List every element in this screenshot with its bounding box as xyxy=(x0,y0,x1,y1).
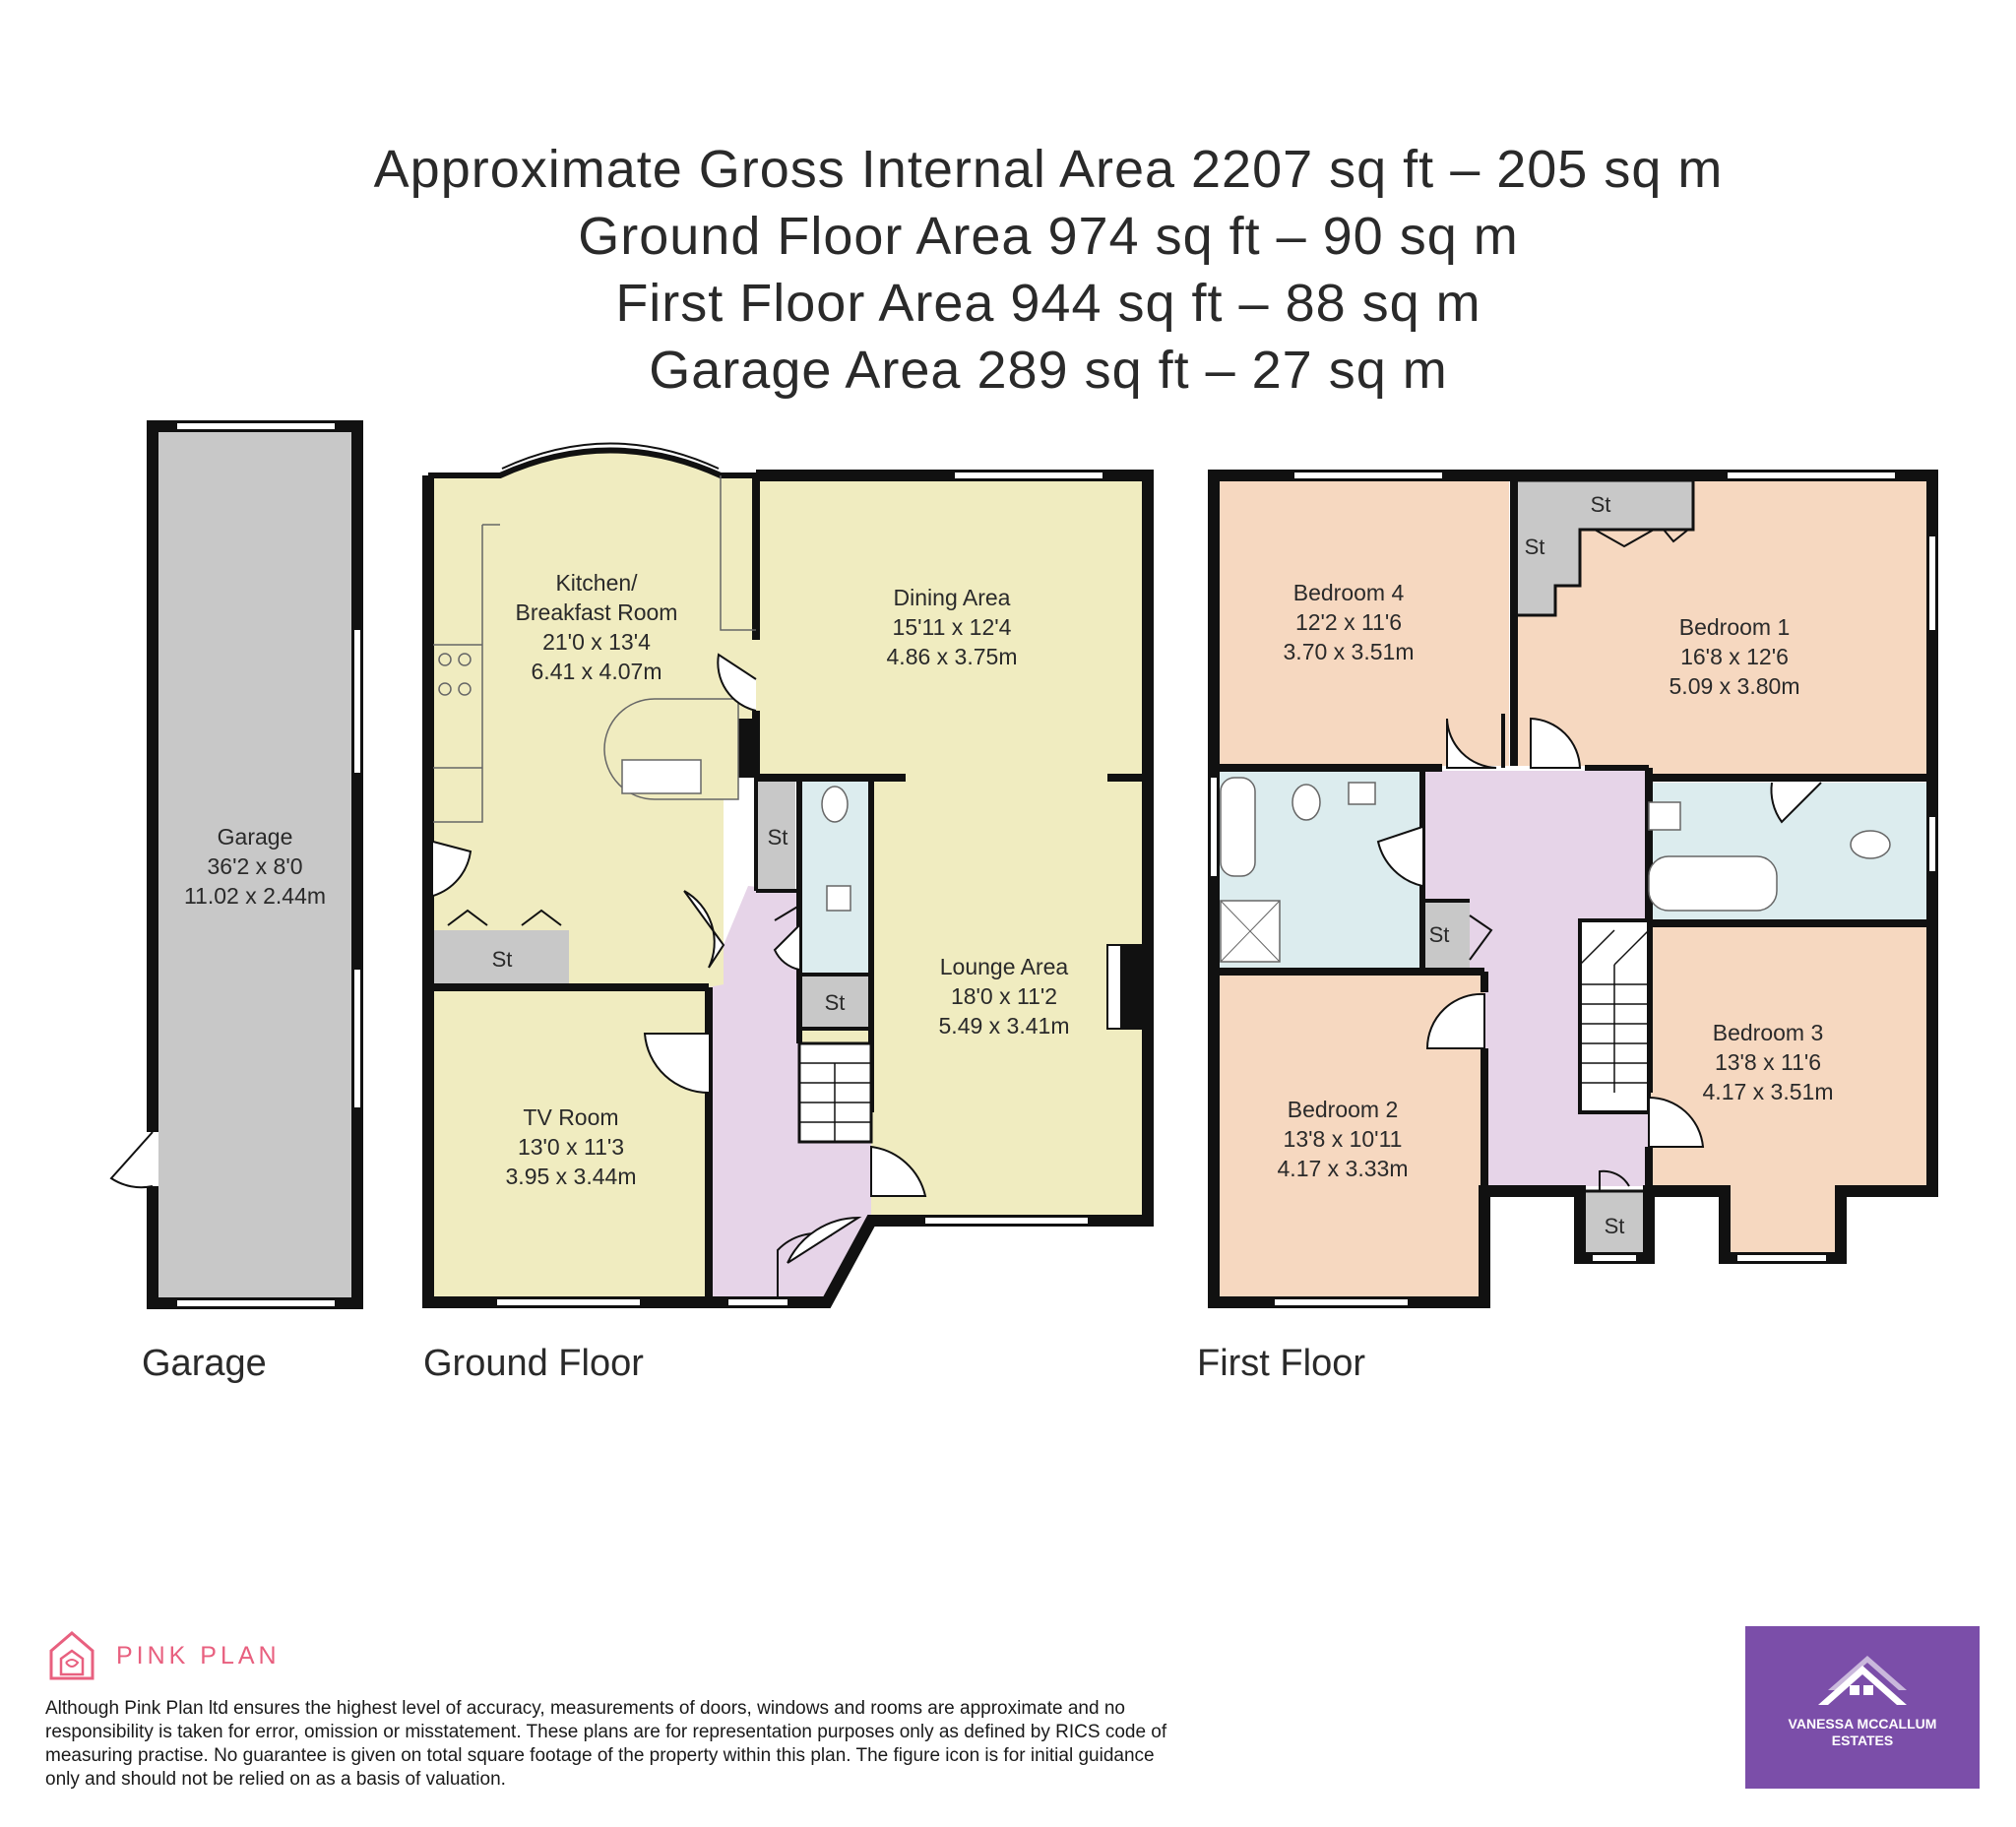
storage-label: St xyxy=(1524,535,1545,559)
garage-size-ft: 36'2 x 8'0 xyxy=(207,853,303,879)
kitchen-size-ft: 21'0 x 13'4 xyxy=(542,629,651,655)
bedroom-4-name: Bedroom 4 xyxy=(1292,580,1405,605)
bedroom-1-size-m: 5.09 x 3.80m xyxy=(1669,673,1800,699)
garage-size-m: 11.02 x 2.44m xyxy=(183,883,327,909)
bath-icon-2 xyxy=(1649,856,1777,911)
bedroom-2-size-m: 4.17 x 3.33m xyxy=(1277,1156,1409,1181)
bedroom-3-size-m: 4.17 x 3.51m xyxy=(1702,1079,1834,1104)
ground-floor-label: Ground Floor xyxy=(423,1343,644,1384)
dining-size-ft: 15'11 x 12'4 xyxy=(892,614,1012,640)
storage-label: St xyxy=(1604,1214,1625,1238)
gross-area: Approximate Gross Internal Area 2207 sq ft – 205 sq m xyxy=(373,140,1724,199)
garage-side-door xyxy=(111,1132,153,1187)
storage-label: St xyxy=(1590,492,1611,517)
bath-icon xyxy=(1221,778,1255,876)
bedroom-3-size-ft: 13'8 x 11'6 xyxy=(1714,1049,1822,1075)
bedroom-4-size-ft: 12'2 x 11'6 xyxy=(1294,609,1403,635)
garage-plan xyxy=(111,426,357,1303)
disclaimer-text: Although Pink Plan ltd ensures the highest level of accuracy, measurements of doors, windows and rooms are approximate and no responsibility is taken for error, omission or misstatement. These plans are for representation purposes only as defined by RICS code of measuring practise. No guarantee is given on total square footage of the property within this plan. The figure icon is for initial guidance only and should not be relied on as a basis of valuation. xyxy=(45,1698,1167,1790)
storage-label: St xyxy=(824,990,846,1015)
garage-area: Garage Area 289 sq ft – 27 sq m xyxy=(649,341,1448,400)
bedroom-1-size-ft: 16'8 x 12'6 xyxy=(1680,644,1789,669)
pink-plan-brand xyxy=(47,1629,281,1682)
dining-name: Dining Area xyxy=(893,585,1011,610)
bedroom-3-name: Bedroom 3 xyxy=(1712,1020,1824,1045)
storage-label: St xyxy=(767,825,788,850)
first-floor-plan xyxy=(1214,475,1932,1302)
sink-icon xyxy=(622,760,701,793)
agent-name-line-1: VANESSA MCCALLUM xyxy=(1788,1716,1937,1732)
kitchen-name-2: Breakfast Room xyxy=(515,599,678,625)
bedroom-1-name: Bedroom 1 xyxy=(1678,614,1791,640)
lounge-name: Lounge Area xyxy=(939,954,1069,979)
tv-room-name: TV Room xyxy=(523,1104,619,1130)
agent-logo xyxy=(1745,1626,1980,1789)
storage-label: St xyxy=(1428,922,1450,947)
lounge-size-ft: 18'0 x 11'2 xyxy=(950,983,1058,1009)
ground-floor-plan xyxy=(428,444,1148,1305)
bedroom-2-name: Bedroom 2 xyxy=(1287,1097,1399,1122)
garage-floor-label: Garage xyxy=(142,1343,267,1384)
dining-size-m: 4.86 x 3.75m xyxy=(886,644,1018,669)
kitchen-name-1: Kitchen/ xyxy=(555,570,638,596)
tv-room-size-m: 3.95 x 3.44m xyxy=(505,1164,637,1189)
agent-name xyxy=(1745,1716,1980,1749)
garage-name: Garage xyxy=(217,824,293,850)
agent-name-line-2: ESTATES xyxy=(1831,1732,1894,1748)
ground-floor-area: Ground Floor Area 974 sq ft – 90 sq m xyxy=(578,207,1519,266)
bedroom-4-size-m: 3.70 x 3.51m xyxy=(1283,639,1415,664)
storage-label: St xyxy=(491,947,513,972)
bedroom-2-size-ft: 13'8 x 10'11 xyxy=(1283,1126,1403,1152)
house-heart-icon xyxy=(47,1629,96,1682)
first-floor-label: First Floor xyxy=(1197,1343,1365,1384)
roof-icon xyxy=(1745,1626,1980,1715)
tv-room-size-ft: 13'0 x 11'3 xyxy=(517,1134,625,1160)
first-floor-area: First Floor Area 944 sq ft – 88 sq m xyxy=(615,274,1481,333)
lounge-size-m: 5.49 x 3.41m xyxy=(938,1013,1070,1039)
kitchen-size-m: 6.41 x 4.07m xyxy=(531,659,662,684)
brand-name: PINK PLAN xyxy=(116,1641,281,1670)
